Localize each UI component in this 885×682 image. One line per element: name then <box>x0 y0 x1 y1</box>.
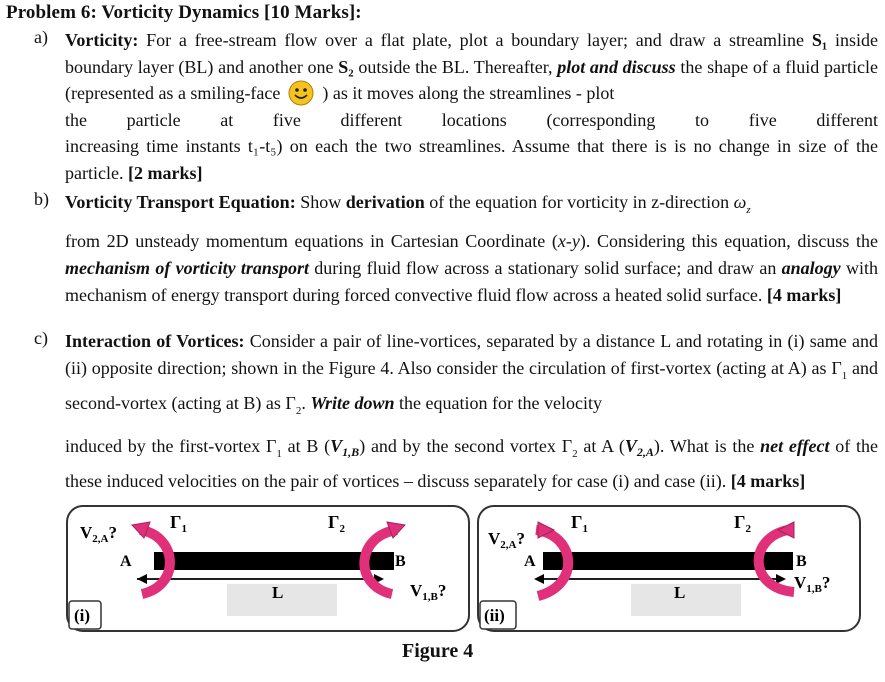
part-a-marks: [2 marks] <box>127 162 203 183</box>
gamma2-sub: 2 <box>295 405 302 417</box>
part-a-label: a) <box>34 27 48 47</box>
part-b-emph1: derivation <box>345 192 425 212</box>
part-c-t7: ) and by the second vortex <box>359 436 562 456</box>
word: different <box>816 109 878 130</box>
part-c-t9: ). What is the <box>653 436 761 456</box>
distance-l-label: L <box>272 583 284 602</box>
point-a-label: A <box>524 553 536 570</box>
word: to <box>695 109 710 130</box>
panel-tag-i: (i) <box>74 606 91 625</box>
streamline-s1: S₁ <box>811 30 828 50</box>
point-b-label: B <box>395 553 406 570</box>
word: different <box>340 109 403 130</box>
streamline-s2: S₂ <box>338 56 354 77</box>
part-c-t1: Consider a pair of line-vortices, separated by a distance L and rotating in (i) same and (ii) opposite direction; shown in the Figure 4. Also consider the circulation of first-vortex (acting at A) as <box>65 331 878 378</box>
word: locations <box>441 109 507 130</box>
gamma1-sub: 1 <box>841 370 848 382</box>
gamma1-sub: 1 <box>276 448 282 460</box>
word: at <box>220 109 234 130</box>
word: five <box>272 109 301 130</box>
v1b-symbol: V <box>330 436 343 456</box>
part-c-emph3: effect <box>788 436 830 456</box>
gamma1-label: $\Gamma_1$ <box>571 512 588 535</box>
part-a-t6: ) as it moves along the streamlines - plot <box>322 83 615 104</box>
part-b-t1: Show <box>295 192 346 212</box>
part-c-emph1: Write down <box>310 393 395 413</box>
part-a-t4: the shape <box>675 56 749 77</box>
part-c-t8: at A ( <box>577 436 625 456</box>
part-c-t5: induced by the first-vortex <box>65 436 266 456</box>
part-b-t5: during fluid flow across a stationary solid surface; and draw an <box>308 258 782 278</box>
part-a-text <box>65 27 878 187</box>
part-b-t3: from 2D unsteady momentum equations in Cartesian Coordinate ( <box>65 231 558 251</box>
part-c-emph2: net <box>760 436 784 456</box>
part-a-t5: of a fluid particle (represented as a smiling-face <box>65 56 878 104</box>
part-b-marks: [4 marks] <box>766 285 842 305</box>
part-a-emph: plot and discuss <box>557 56 676 77</box>
part-b-t6: with mechanism of energy transport during forced convective fluid flow across a heated solid surface. <box>65 258 878 305</box>
part-c-label: c) <box>34 328 48 348</box>
part-a-t3: outside the BL. Thereafter, <box>353 56 558 77</box>
v1b-label: $V_{1,B}$? <box>410 581 447 603</box>
v2a-sub: 2,A <box>636 445 654 459</box>
part-a-t2: inside boundary layer (BL) and another one <box>65 30 879 77</box>
part-c-t4: the equation for the velocity <box>394 393 602 413</box>
point-a-label: A <box>120 553 132 570</box>
gamma1-symbol: Γ <box>831 358 842 378</box>
figure-panel-i <box>62 500 472 635</box>
point-b-label: B <box>796 553 807 570</box>
figure-panel-ii <box>476 500 866 635</box>
omega-subscript: z <box>746 204 751 216</box>
part-b-t4: ). Considering this equation, discuss the <box>579 231 878 251</box>
part-a-t1: For a free-stream flow over a flat plate, plot a boundary layer; and draw a streamline <box>138 30 812 50</box>
part-b-t2: of the equation for vorticity in z-direction <box>424 192 734 212</box>
part-c-t3: . <box>301 393 311 413</box>
smiley-face-icon <box>284 80 318 106</box>
gamma2-label: $\Gamma_2$ <box>734 512 751 535</box>
gamma1-label: $\Gamma_1$ <box>170 512 187 535</box>
problem-title: Problem 6: Vorticity Dynamics [10 Marks]: <box>6 2 362 23</box>
figure-caption: Figure 4 <box>402 640 474 662</box>
part-c-heading: Interaction of Vortices: <box>65 331 245 351</box>
word: five <box>748 109 777 130</box>
part-c-t2: and second-vortex (acting at B) as <box>65 358 879 413</box>
v2a-label: $V_{2,A}$? <box>80 523 117 545</box>
word: (corresponding <box>546 109 656 130</box>
v1b-label: $V_{1,B}$? <box>794 573 831 595</box>
part-c-t10: of the these induced velocities on the pair of vortices – discuss separately for case (i) and case (ii). <box>65 436 879 491</box>
gamma2-symbol: Γ <box>285 393 296 413</box>
gamma2-sub: 2 <box>572 448 578 460</box>
word: the <box>65 109 87 130</box>
panel-tag-ii: (ii) <box>484 606 505 625</box>
gamma1-symbol: Γ <box>265 436 277 456</box>
part-b-emph3: analogy <box>781 258 841 278</box>
gamma2-symbol: Γ <box>561 436 573 456</box>
part-b-text <box>65 189 878 309</box>
part-a-t7: increasing time instants t₁-t₅) on each the two streamlines. Assume that there is is no change in size of the particle. <box>65 136 878 183</box>
distance-l-label: L <box>674 583 686 602</box>
part-a-heading: Vorticity: <box>65 30 139 50</box>
part-b-heading: Vorticity Transport Equation: <box>65 192 296 212</box>
part-c-marks: [4 marks] <box>730 471 806 491</box>
part-b-emph2: mechanism of vorticity transport <box>65 258 309 278</box>
part-c-t6: at B ( <box>281 436 331 456</box>
word: particle <box>126 109 181 130</box>
part-a-justified-line <box>65 107 878 134</box>
omega-symbol: ω <box>733 192 747 212</box>
gamma2-label: $\Gamma_2$ <box>328 512 345 535</box>
part-b-label: b) <box>34 189 49 209</box>
bar-shadow <box>631 584 741 616</box>
part-b-xy: x-y <box>557 231 580 251</box>
v1b-sub: 1,B <box>342 445 360 459</box>
connecting-bar <box>154 552 394 570</box>
v2a-label: $V_{2,A}$? <box>488 529 525 551</box>
part-c-text <box>65 328 878 495</box>
v2a-symbol: V <box>624 436 637 456</box>
